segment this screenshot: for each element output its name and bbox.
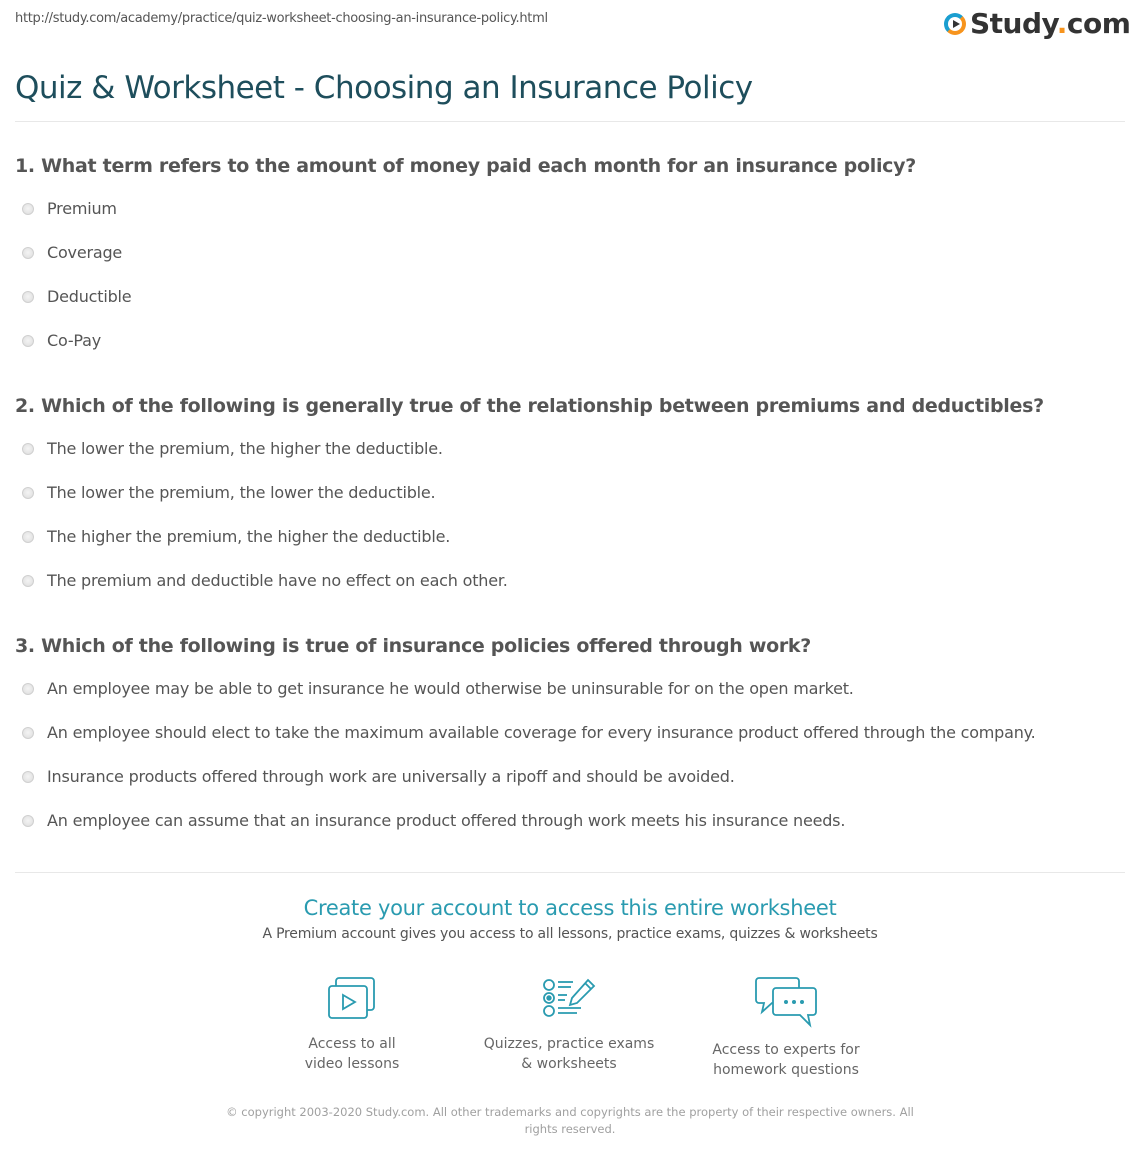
feature-quizzes [469, 976, 669, 1074]
divider [15, 872, 1125, 873]
chat-bubbles-icon [754, 976, 818, 1028]
radio-button[interactable] [22, 531, 34, 543]
q3-option-1[interactable]: An employee may be able to get insurance he would otherwise be uninsurable for on the open market. [22, 679, 854, 698]
copyright-footer: © copyright 2003-2020 Study.com. All other trademarks and copyrights are the property of their respective owners. All rights reserved. [226, 1105, 914, 1136]
radio-button[interactable] [22, 575, 34, 587]
q3-option-3[interactable]: Insurance products offered through work are universally a ripoff and should be avoided. [22, 767, 735, 786]
radio-button[interactable] [22, 203, 34, 215]
study-logo[interactable] [944, 7, 1130, 40]
question-2: 2. Which of the following is generally true of the relationship between premiums and deductibles? [15, 395, 1044, 417]
radio-button[interactable] [22, 815, 34, 827]
q1-option-3[interactable]: Deductible [22, 287, 131, 306]
q2-option-3[interactable]: The higher the premium, the higher the deductible. [22, 527, 450, 546]
q1-option-2[interactable]: Coverage [22, 243, 122, 262]
feature-label-line2: & worksheets [521, 1056, 617, 1072]
logo-text: Study [970, 7, 1057, 40]
radio-button[interactable] [22, 727, 34, 739]
url-bar: http://study.com/academy/practice/quiz-worksheet-choosing-an-insurance-policy.html [15, 11, 548, 26]
create-account-link[interactable]: Create your account to access this entire worksheet [303, 896, 837, 920]
video-lessons-icon [326, 976, 378, 1022]
q2-option-4[interactable]: The premium and deductible have no effect on each other. [22, 571, 508, 590]
feature-label-line1: Access to experts for [712, 1042, 860, 1058]
play-logo-icon [944, 13, 966, 35]
question-3: 3. Which of the following is true of insurance policies offered through work? [15, 635, 811, 657]
radio-button[interactable] [22, 291, 34, 303]
q1-option-4[interactable]: Co-Pay [22, 331, 101, 350]
feature-label-line2: video lessons [304, 1056, 400, 1072]
q3-option-2[interactable]: An employee should elect to take the maximum available coverage for every insurance product offered through the company. [22, 723, 1036, 742]
q1-option-1[interactable]: Premium [22, 199, 117, 218]
question-1: 1. What term refers to the amount of money paid each month for an insurance policy? [15, 155, 916, 177]
feature-experts [686, 976, 886, 1080]
radio-button[interactable] [22, 443, 34, 455]
feature-label-line1: Access to all [308, 1036, 396, 1052]
logo-dot: . [1056, 7, 1067, 40]
radio-button[interactable] [22, 771, 34, 783]
quiz-checklist-icon [541, 976, 597, 1022]
q3-option-4[interactable]: An employee can assume that an insurance product offered through work meets his insurance needs. [22, 811, 845, 830]
logo-suffix: com [1066, 7, 1131, 40]
radio-button[interactable] [22, 487, 34, 499]
page-title: Quiz & Worksheet - Choosing an Insurance Policy [15, 70, 753, 106]
radio-button[interactable] [22, 335, 34, 347]
divider [15, 121, 1125, 122]
feature-video-lessons [252, 976, 452, 1074]
q2-option-1[interactable]: The lower the premium, the higher the deductible. [22, 439, 443, 458]
promo-subtitle: A Premium account gives you access to all lessons, practice exams, quizzes & worksheets [262, 926, 878, 942]
feature-label-line1: Quizzes, practice exams [483, 1036, 655, 1052]
q2-option-2[interactable]: The lower the premium, the lower the deductible. [22, 483, 435, 502]
radio-button[interactable] [22, 247, 34, 259]
radio-button[interactable] [22, 683, 34, 695]
feature-label-line2: homework questions [713, 1062, 859, 1078]
